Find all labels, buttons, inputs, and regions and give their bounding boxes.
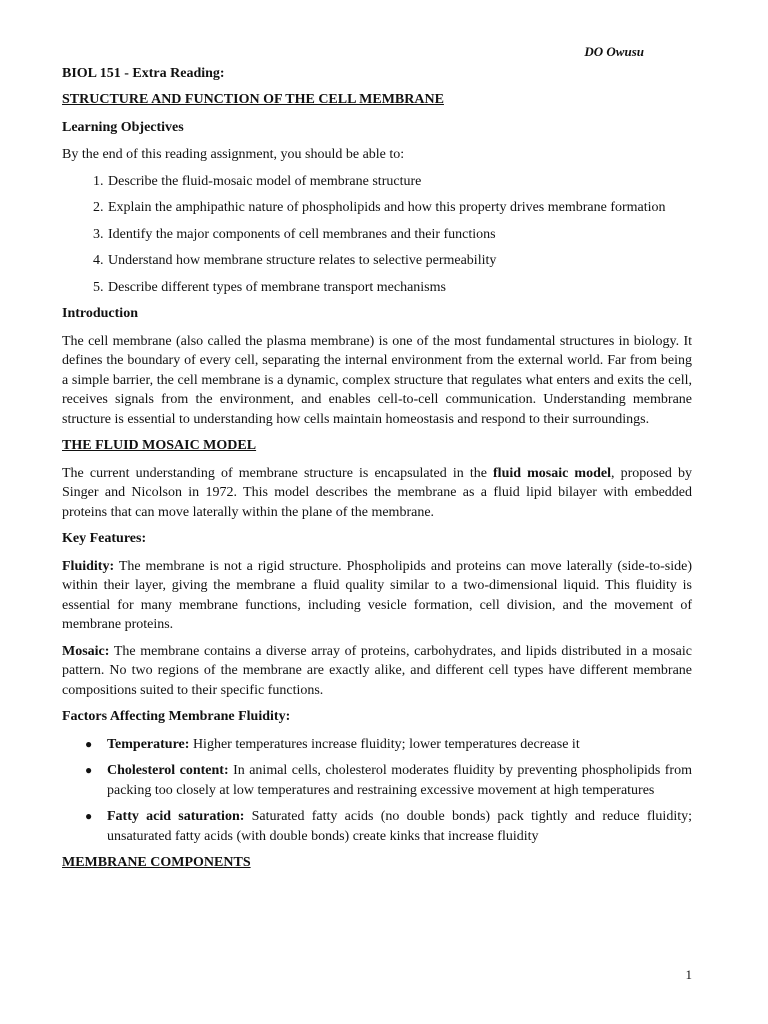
bullet-icon: ● [85, 736, 93, 751]
document-body [62, 90, 692, 881]
page-number: 1 [685, 967, 692, 982]
fluidity-paragraph [62, 557, 692, 635]
learning-objectives-heading: Learning Objectives [62, 119, 184, 135]
objectives-list [62, 172, 692, 298]
bullet-icon: ● [85, 763, 93, 777]
document-title: STRUCTURE AND FUNCTION OF THE CELL MEMBRANE [62, 92, 444, 107]
fluid-mosaic-term: fluid mosaic model [493, 465, 611, 481]
membrane-components-heading: MEMBRANE COMPONENTS [62, 855, 251, 870]
factor-label: Fatty acid saturation: [107, 809, 245, 824]
objective-item: 2. Explain the amphipathic nature of phospholipids and how this property drives membrane formation [107, 198, 692, 218]
factor-text: In animal cells, cholesterol moderates fluidity by preventing phospholipids from packing too closely at low temperatures and restraining excessive movement at high temperatures [107, 763, 692, 798]
factor-item [85, 761, 692, 800]
factor-text: Saturated fatty acids (no double bonds) pack tightly and reduce fluidity; unsaturated fatty acids (with double bonds) create kinks that increase fluidity [107, 809, 692, 844]
introduction-heading: Introduction [62, 306, 138, 321]
fluidity-label: Fluidity: [62, 558, 115, 574]
author-name: DO Owusu [584, 44, 644, 59]
fluid-mosaic-paragraph [62, 464, 692, 523]
course-title: BIOL 151 - Extra Reading: [62, 66, 225, 81]
factor-text: Higher temperatures increase fluidity; lower temperatures decrease it [189, 736, 580, 752]
objective-item: 5. Describe different types of membrane transport mechanisms [107, 278, 692, 298]
objective-item: 1. Describe the fluid-mosaic model of membrane structure [107, 172, 692, 192]
factor-item [85, 735, 692, 755]
text-run: The current understanding of membrane structure is encapsulated in the [62, 465, 494, 481]
factor-label: Cholesterol content: [107, 763, 229, 778]
factor-item [85, 807, 692, 846]
fluid-mosaic-heading: THE FLUID MOSAIC MODEL [62, 438, 257, 453]
key-features-heading: Key Features: [62, 531, 147, 546]
text-run: , proposed by Singer and Nicolson in 1972. This model describes the membrane as a fluid lipid bilayer with embedded proteins that can move laterally within the plane of the membrane. [62, 465, 692, 520]
factor-label: Temperature: [107, 736, 190, 752]
bullet-icon: ● [85, 809, 93, 823]
text-run: The membrane is not a rigid structure. Phospholipids and proteins can move laterally (side-to-side) within their layer, giving the membrane a fluid quality similar to a two-dimensional liquid. This fluidity is essential for many membrane functions, including vesicle formation, cell division, and the movement of membrane proteins. [62, 558, 692, 632]
objectives-intro: By the end of this reading assignment, you should be able to: [62, 147, 405, 162]
fluidity-factors-list [62, 735, 692, 847]
text-run: The membrane contains a diverse array of proteins, carbohydrates, and lipids distributed in a mosaic pattern. No two regions of the membrane are exactly alike, and different cell types have different membrane compositions suited to their specific functions. [62, 643, 692, 698]
mosaic-paragraph [62, 642, 692, 701]
document-page [62, 0, 692, 1024]
mosaic-label: Mosaic: [62, 643, 110, 659]
introduction-paragraph: The cell membrane (also called the plasma membrane) is one of the most fundamental structures in biology. It defines the boundary of every cell, separating the internal environment from the external world. Far from being a simple barrier, the cell membrane is a dynamic, complex structure that regulates what enters and exits the cell, receives signals from the environment, and enables cell-to-cell communication. Understanding membrane structure is essential to understanding how cells maintain homeostasis and respond to their surroundings. [62, 333, 692, 427]
objective-item: 4. Understand how membrane structure relates to selective permeability [107, 251, 692, 271]
objective-item: 3. Identify the major components of cell membranes and their functions [107, 225, 692, 245]
fluidity-factors-heading: Factors Affecting Membrane Fluidity: [62, 709, 291, 724]
